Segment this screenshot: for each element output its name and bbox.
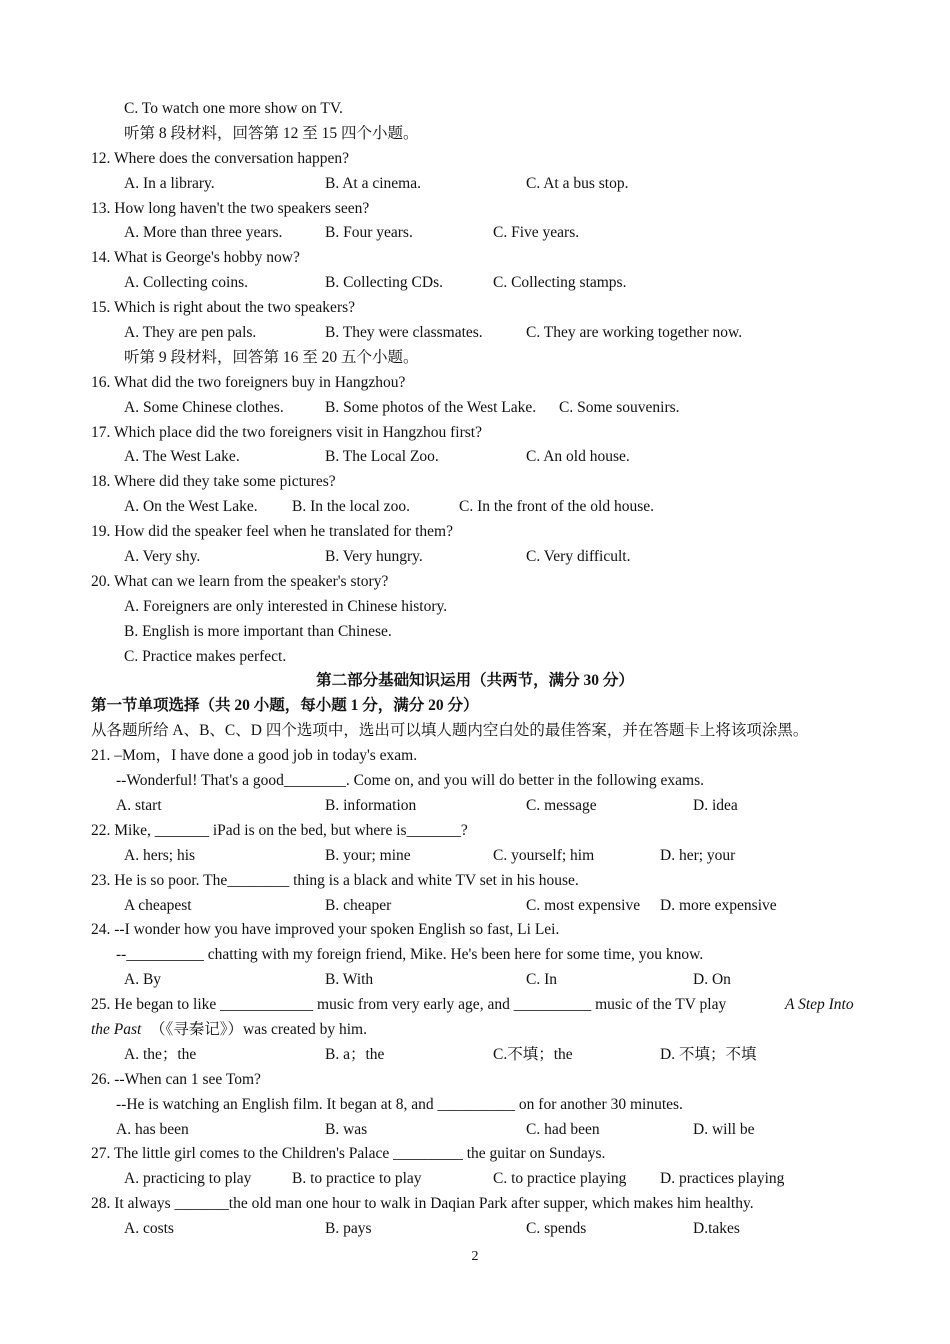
option-text: B. cheaper xyxy=(325,896,392,914)
option-text: B. was xyxy=(325,1120,368,1138)
option-text: D. practices playing xyxy=(660,1170,785,1188)
option-text: A. On the West Lake. xyxy=(124,498,258,516)
option-text: C. Five years. xyxy=(493,224,580,242)
question-text: 20. What can we learn from the speaker's story? xyxy=(91,572,389,590)
option-text: A. costs xyxy=(124,1220,174,1238)
option-line xyxy=(0,346,950,371)
question-line xyxy=(0,421,950,446)
question-text: 22. Mike, _______ iPad is on the bed, but where is_______? xyxy=(91,821,468,839)
option-line xyxy=(0,769,950,794)
option-text: C. Collecting stamps. xyxy=(493,274,627,292)
question-text: A Step Into xyxy=(785,996,854,1014)
option-text: --Wonderful! That's a good________. Come on, and you will do better in the following exams. xyxy=(116,772,705,790)
option-line xyxy=(0,1118,950,1143)
option-text: D. more expensive xyxy=(660,896,777,914)
section-title: 第一节单项选择（共 20 小题，每小题 1 分，满分 20 分） xyxy=(91,697,479,715)
option-text: C. In xyxy=(526,971,557,989)
option-text: B. Very hungry. xyxy=(325,548,423,566)
option-line xyxy=(0,97,950,122)
option-text: A. has been xyxy=(116,1120,189,1138)
option-text: C. spends xyxy=(526,1220,587,1238)
question-text: 21. –Mom，I have done a good job in today's exam. xyxy=(91,747,418,765)
question-text: 13. How long haven't the two speakers seen? xyxy=(91,199,370,217)
option-line xyxy=(0,271,950,296)
section-heading xyxy=(0,669,950,694)
option-text: A. In a library. xyxy=(124,174,215,192)
option-text: B. The Local Zoo. xyxy=(325,448,439,466)
option-text: B. They were classmates. xyxy=(325,324,483,342)
option-line xyxy=(0,396,950,421)
question-line xyxy=(0,520,950,545)
option-text: C. had been xyxy=(526,1120,600,1138)
option-line xyxy=(0,545,950,570)
option-text: A. Some Chinese clothes. xyxy=(124,398,284,416)
question-line xyxy=(0,744,950,769)
question-text: 27. The little girl comes to the Children's Palace _________ the guitar on Sundays. xyxy=(91,1145,606,1163)
question-line xyxy=(0,197,950,222)
question-text: 15. Which is right about the two speakers? xyxy=(91,299,356,317)
option-text: B. In the local zoo. xyxy=(292,498,410,516)
option-text: A. Foreigners are only interested in Chinese history. xyxy=(124,597,448,615)
question-text: the Past xyxy=(91,1020,142,1038)
option-text: C. They are working together now. xyxy=(526,324,743,342)
question-line xyxy=(0,246,950,271)
option-text: A. the；the xyxy=(124,1045,197,1063)
option-line xyxy=(0,1093,950,1118)
question-line xyxy=(0,869,950,894)
option-text: C. Some souvenirs. xyxy=(559,398,680,416)
question-line xyxy=(0,1142,950,1167)
option-text: B. information xyxy=(325,796,417,814)
option-text: B. Some photos of the West Lake. xyxy=(325,398,537,416)
question-line xyxy=(0,1192,950,1217)
question-text: 28. It always _______the old man one hour to walk in Daqian Park after supper, which makes him healthy. xyxy=(91,1195,754,1213)
question-line xyxy=(0,296,950,321)
section-heading xyxy=(0,694,950,719)
option-text: C. An old house. xyxy=(526,448,630,466)
page-number: 2 xyxy=(471,1249,479,1264)
question-text: 26. --When can 1 see Tom? xyxy=(91,1070,261,1088)
option-text: B. Four years. xyxy=(325,224,413,242)
option-line xyxy=(0,595,950,620)
question-text: 25. He began to like ____________ music from very early age, and __________ music of the TV play xyxy=(91,996,727,1014)
question-line xyxy=(0,1018,950,1043)
option-text: A. More than three years. xyxy=(124,224,283,242)
question-line xyxy=(0,918,950,943)
option-line xyxy=(0,221,950,246)
option-text: A. Very shy. xyxy=(124,548,201,566)
option-text: C. Very difficult. xyxy=(526,548,631,566)
option-text: A. They are pen pals. xyxy=(124,324,257,342)
option-text: 听第 8 段材料，回答第 12 至 15 四个小题。 xyxy=(124,124,419,142)
option-line xyxy=(0,445,950,470)
question-line xyxy=(0,470,950,495)
option-line xyxy=(0,844,950,869)
question-text: 17. Which place did the two foreigners visit in Hangzhou first? xyxy=(91,423,482,441)
question-line xyxy=(0,1068,950,1093)
option-text: D. 不填；不填 xyxy=(660,1045,757,1063)
question-line xyxy=(0,570,950,595)
question-text: 16. What did the two foreigners buy in Hangzhou? xyxy=(91,373,406,391)
option-line xyxy=(0,943,950,968)
section-title: 第二部分基础知识运用（共两节，满分 30 分） xyxy=(316,672,634,690)
option-text: 听第 9 段材料，回答第 16 至 20 五个小题。 xyxy=(124,348,419,366)
option-text: D. idea xyxy=(693,796,738,814)
option-line xyxy=(0,172,950,197)
option-text: A. By xyxy=(124,971,162,989)
option-line xyxy=(0,894,950,919)
option-text: B. Collecting CDs. xyxy=(325,274,443,292)
option-line xyxy=(0,1217,950,1242)
option-text: A cheapest xyxy=(124,896,192,914)
option-line xyxy=(0,1167,950,1192)
option-text: C. most expensive xyxy=(526,896,641,914)
option-text: B. English is more important than Chinese. xyxy=(124,622,392,640)
question-line xyxy=(0,371,950,396)
option-text: B. pays xyxy=(325,1220,372,1238)
exam-content xyxy=(0,97,950,1242)
option-text: A. hers; his xyxy=(124,846,196,864)
option-text: A. The West Lake. xyxy=(124,448,240,466)
option-text: A. start xyxy=(116,796,162,814)
question-text: 23. He is so poor. The________ thing is a black and white TV set in his house. xyxy=(91,871,579,889)
question-line xyxy=(0,819,950,844)
option-text: D.takes xyxy=(693,1220,740,1238)
question-text: （《寻秦记》）was created by him. xyxy=(150,1020,367,1038)
option-line xyxy=(0,794,950,819)
option-line xyxy=(0,620,950,645)
option-text: B. your; mine xyxy=(325,846,411,864)
question-text: 24. --I wonder how you have improved your spoken English so fast, Li Lei. xyxy=(91,921,560,939)
question-text: 14. What is George's hobby now? xyxy=(91,249,300,267)
option-text: C. In the front of the old house. xyxy=(459,498,655,516)
option-text: D. her; your xyxy=(660,846,736,864)
question-text: 12. Where does the conversation happen? xyxy=(91,149,349,167)
question-text: 从各题所给 A、B、C、D 四个选项中，选出可以填人题内空白处的最佳答案，并在答题卡上将该项涂黑。 xyxy=(91,722,809,740)
option-text: D. will be xyxy=(693,1120,755,1138)
option-text: B. At a cinema. xyxy=(325,174,421,192)
option-text: B. With xyxy=(325,971,374,989)
option-text: C. To watch one more show on TV. xyxy=(124,100,343,117)
option-text: A. practicing to play xyxy=(124,1170,252,1188)
option-text: C. message xyxy=(526,796,597,814)
question-line xyxy=(0,993,950,1018)
option-text: B. a；the xyxy=(325,1045,385,1063)
question-line xyxy=(0,147,950,172)
option-text: B. to practice to play xyxy=(292,1170,422,1188)
option-text: C. Practice makes perfect. xyxy=(124,647,287,665)
option-text: --He is watching an English film. It began at 8, and __________ on for another 30 minutes. xyxy=(116,1095,683,1113)
option-line xyxy=(0,1043,950,1068)
option-text: C. to practice playing xyxy=(493,1170,627,1188)
question-text: 19. How did the speaker feel when he translated for them? xyxy=(91,523,453,541)
option-line xyxy=(0,645,950,670)
option-line xyxy=(0,321,950,346)
option-text: A. Collecting coins. xyxy=(124,274,248,292)
option-text: --__________ chatting with my foreign friend, Mike. He's been here for some time, you know. xyxy=(116,946,704,964)
option-line xyxy=(0,968,950,993)
option-line xyxy=(0,122,950,147)
option-text: D. On xyxy=(693,971,731,989)
option-text: C. At a bus stop. xyxy=(526,174,629,192)
option-line xyxy=(0,495,950,520)
question-text: 18. Where did they take some pictures? xyxy=(91,473,336,491)
option-text: C. yourself; him xyxy=(493,846,595,864)
option-text: C.不填；the xyxy=(493,1045,573,1063)
question-line xyxy=(0,719,950,744)
